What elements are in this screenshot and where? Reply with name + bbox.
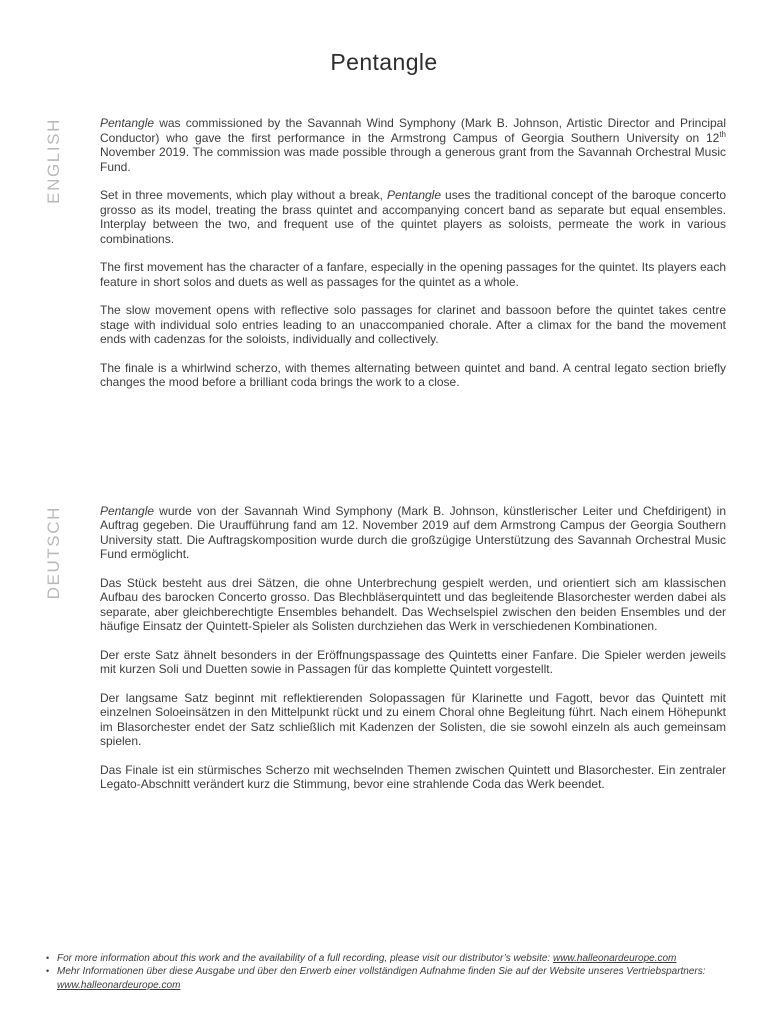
footer-note-text: For more information about this work and the availability of a full recording, please visit our distributor’s website: www.halleonardeurope.com xyxy=(57,952,677,964)
paragraph: Der langsame Satz beginnt mit reflektierenden Solopassagen für Klarinette und Fagott, bevor das Quintett mit einzelnen Soloeinsätzen in den Mittelpunkt rückt und zu einem Choral ohne Begleitung führt. Nach einem Höhepunkt im Blasorchester endet der Satz schließlich mit Kadenzen der Solisten, die sie sowohl einzeln als auch gemeinsam spielen. xyxy=(100,690,726,748)
paragraph: Pentangle was commissioned by the Savannah Wind Symphony (Mark B. Johnson, Artistic Director and Principal Conductor) who gave the first performance in the Armstrong Campus of Georgia Southern University on 12th November 2019. The commission was made possible through a generous grant from the Savannah Orchestral Music Fund. xyxy=(100,116,726,174)
page-title: Pentangle xyxy=(330,49,438,75)
paragraph: Das Finale ist ein stürmisches Scherzo mit wechselnden Themen zwischen Quintett und Blasorchester. Ein zentraler Legato-Abschnitt verändert kurz die Stimmung, bevor eine strahlende Coda das Werk beendet. xyxy=(100,762,726,791)
sections xyxy=(0,116,768,792)
footer-note xyxy=(46,965,728,992)
bullet-icon: • xyxy=(46,966,50,976)
section-deutsch xyxy=(0,504,768,792)
paragraph: The slow movement opens with reflective solo passages for clarinet and bassoon before the quintet takes centre stage with individual solo entries leading to an unaccompanied chorale. After a climax for the band the movement ends with cadenzas for the soloists, individually and collectively. xyxy=(100,303,726,346)
distributor-website-link[interactable]: www.halleonardeurope.com xyxy=(57,979,181,991)
paragraph: Der erste Satz ähnelt besonders in der Eröffnungspassage des Quintetts einer Fanfare. Die Spieler werden jeweils mit kurzen Soli und Duetten sowie in Passagen für das komplette Quintett vorgestellt. xyxy=(100,647,726,676)
footer-note xyxy=(46,952,728,966)
paragraph: The finale is a whirlwind scherzo, with themes alternating between quintet and band. A central legato section briefly changes the mood before a brilliant coda brings the work to a close. xyxy=(100,360,726,389)
section-body xyxy=(100,116,726,390)
footer-note-text: Mehr Informationen über diese Ausgabe und über den Erwerb einer vollständigen Aufnahme finden Sie auf der Website unseres Vertriebspartners: www.halleonardeurope.com xyxy=(57,966,706,991)
distributor-website-link[interactable]: www.halleonardeurope.com xyxy=(552,952,677,964)
bullet-icon: • xyxy=(46,952,50,963)
paragraph: Das Stück besteht aus drei Sätzen, die ohne Unterbrechung gespielt werden, und orientiert sich am klassischen Aufbau des barocken Concerto grosso. Das Blechbläserquintett und das begleitende Blasorchester werden dabei als separate, aber gleichberechtigte Ensembles behandelt. Das Wechselspiel zwischen den beiden Ensembles und der häufige Einsatz der Quintett-Spieler als Solisten durchziehen das Werk in verschiedenen Kombinationen. xyxy=(100,575,726,633)
paragraph: The first movement has the character of a fanfare, especially in the opening passages for the quintet. Its players each feature in short solos and duets as well as passages for the quintet as a whole. xyxy=(100,260,726,289)
language-label-deutsch: DEUTSCH xyxy=(44,505,63,599)
section-body xyxy=(100,504,726,792)
paragraph: Set in three movements, which play without a break, Pentangle uses the traditional concept of the baroque concerto grosso as its model, treating the brass quintet and accompanying concert band as separate but equal ensembles. Interplay between the two, and frequent use of the quintet players as soloists, permeate the work in various combinations. xyxy=(100,188,727,246)
language-label-english: ENGLISH xyxy=(44,118,63,204)
paragraph: Pentangle wurde von der Savannah Wind Symphony (Mark B. Johnson, künstlerischer Leiter und Chefdirigent) in Auftrag gegeben. Die Uraufführung fand am 12. November 2019 auf dem Armstrong Campus der Georgia Southern University statt. Die Auftragskomposition wurde durch die großzügige Unterstützung des Savannah Orchestral Music Fund ermöglicht. xyxy=(100,503,726,561)
footer xyxy=(46,952,728,993)
section-english xyxy=(0,116,768,390)
